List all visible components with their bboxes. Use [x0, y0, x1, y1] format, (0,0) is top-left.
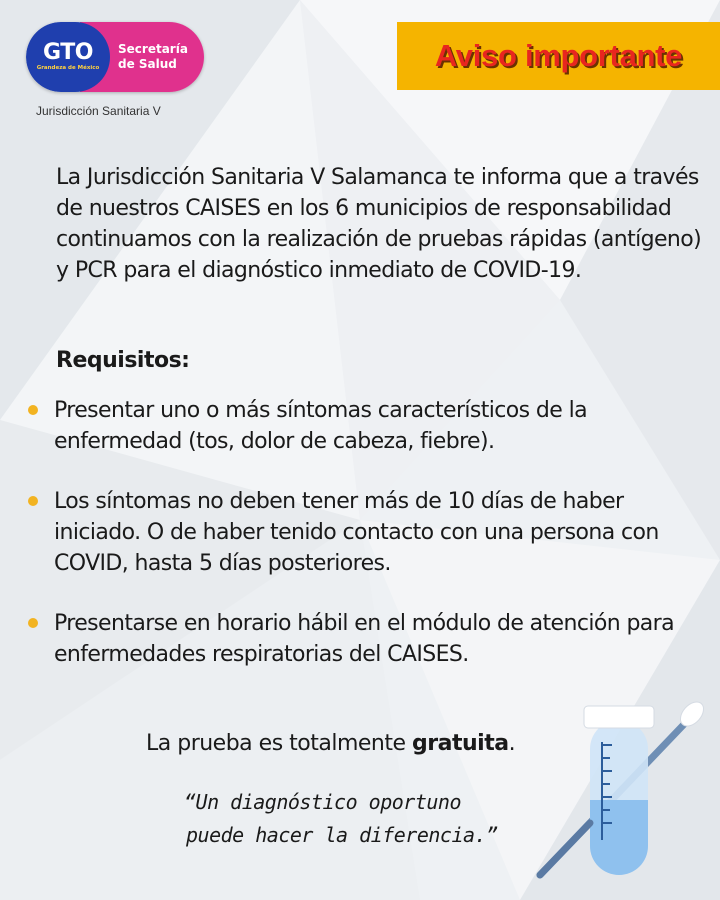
free-test-note	[146, 731, 515, 756]
bullet-icon	[28, 618, 38, 628]
notice-banner-title: Aviso importante	[434, 38, 683, 73]
requirements-list	[22, 395, 702, 670]
gto-logo-subtext: Grandeza de México	[36, 65, 100, 71]
gto-logo-text: GTO	[43, 40, 93, 65]
requirements-title: Requisitos:	[56, 348, 190, 373]
free-note-suffix: .	[508, 731, 516, 756]
test-tube-swab-icon	[520, 690, 720, 900]
bullet-icon	[28, 405, 38, 415]
requirement-text: Presentarse en horario hábil en el módulo de atención para enfermedades respiratorias del CAISES.	[54, 611, 675, 667]
department-line-2: de Salud	[118, 57, 177, 71]
free-note-emphasis: gratuita	[412, 731, 509, 756]
slogan-quote	[184, 786, 544, 852]
list-item	[22, 608, 702, 670]
notice-banner	[397, 22, 720, 90]
quote-line-2: puede hacer la diferencia.”	[186, 823, 498, 847]
list-item	[22, 395, 702, 457]
requirement-text: Los síntomas no deben tener más de 10 días de haber iniciado. O de haber tenido contacto con una persona con COVID, hasta 5 días posteriores.	[54, 489, 659, 576]
intro-paragraph: La Jurisdicción Sanitaria V Salamanca te informa que a través de nuestros CAISES en los 6 municipios de responsabilidad continuamos con la realización de pruebas rápidas (antígeno) y PCR para el diagnóstico inmediato de COVID-19.	[56, 165, 702, 283]
bullet-icon	[28, 496, 38, 506]
list-item	[22, 486, 702, 579]
secretaria-salud-logo	[26, 22, 204, 92]
department-line-1: Secretaría	[118, 42, 188, 56]
free-note-prefix: La prueba es totalmente	[146, 731, 413, 756]
requirement-text: Presentar uno o más síntomas característicos de la enfermedad (tos, dolor de cabeza, fiebre).	[54, 398, 588, 454]
jurisdiction-label: Jurisdicción Sanitaria V	[36, 104, 161, 118]
gto-logo	[26, 22, 110, 92]
quote-line-1: “Un diagnóstico oportuno	[184, 790, 461, 814]
